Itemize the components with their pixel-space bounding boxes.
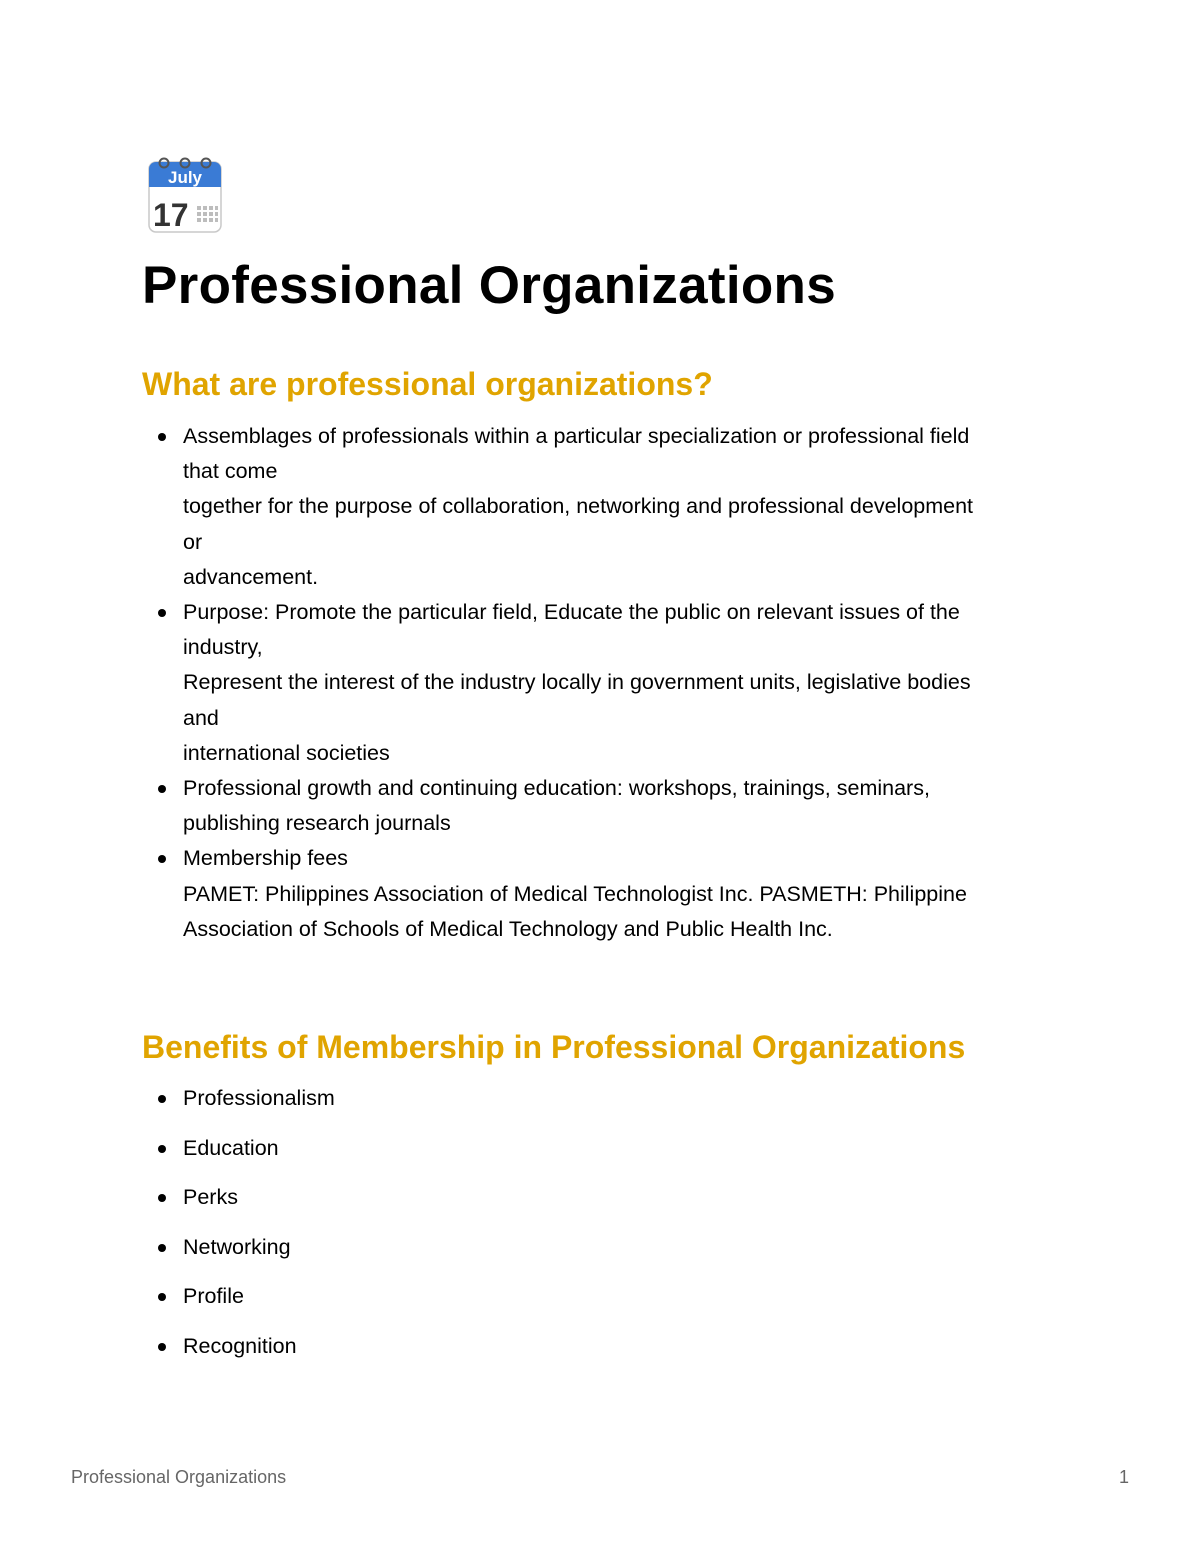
list-item xyxy=(183,1279,1063,1329)
section-heading-what-are: What are professional organizations? xyxy=(142,366,713,402)
list-item-line: together for the purpose of collaboration, networking and professional development xyxy=(183,494,974,519)
bullet-icon xyxy=(158,1145,166,1153)
bullet-icon xyxy=(158,855,166,863)
list-item xyxy=(183,1329,1063,1379)
list-item-line: and xyxy=(183,705,219,730)
bullet-icon xyxy=(158,1293,166,1301)
list-item-label: Education xyxy=(183,1135,279,1160)
bullet-icon xyxy=(158,785,166,793)
definition-bullet-list xyxy=(183,419,1063,947)
section-heading-benefits: Benefits of Membership in Professional Organizations xyxy=(142,1029,966,1065)
list-item-label: Profile xyxy=(183,1284,244,1309)
list-item xyxy=(183,419,1063,595)
footer-document-title: Professional Organizations xyxy=(71,1467,287,1487)
list-item xyxy=(183,1180,1063,1230)
list-item-line: international societies xyxy=(183,740,390,765)
list-item-line: publishing research journals xyxy=(183,811,451,836)
list-item-line: Assemblages of professionals within a particular specialization or professional field xyxy=(183,424,970,448)
list-item-line: Association of Schools of Medical Technology and Public Health Inc. xyxy=(183,916,833,941)
list-item-line: Professional growth and continuing education: workshops, trainings, seminars, xyxy=(183,776,930,801)
list-item-label: Professionalism xyxy=(183,1086,335,1110)
bullet-icon xyxy=(158,1194,166,1202)
list-item-line: Membership fees xyxy=(183,846,348,871)
benefits-bullet-list xyxy=(183,1081,1063,1379)
bullet-icon xyxy=(158,609,166,617)
bullet-icon xyxy=(158,1095,166,1103)
bullet-icon xyxy=(158,433,166,441)
bullet-icon xyxy=(158,1244,166,1252)
footer-page-number: 1 xyxy=(1119,1467,1130,1487)
list-item-line: Purpose: Promote the particular field, Educate the public on relevant issues of the xyxy=(183,600,960,625)
list-item xyxy=(183,771,1063,841)
list-item-line: Represent the interest of the industry locally in government units, legislative bodies xyxy=(183,670,971,695)
page-title: Professional Organizations xyxy=(142,256,837,315)
list-item xyxy=(183,1081,1063,1131)
list-item-line: that come xyxy=(183,459,278,484)
list-item-line: or xyxy=(183,529,203,554)
list-item xyxy=(183,1131,1063,1181)
list-item xyxy=(183,841,1063,947)
calendar-day-label: 17 xyxy=(153,197,189,233)
list-item xyxy=(183,595,1063,771)
list-item-line: PAMET: Philippines Association of Medical Technologist Inc. PASMETH: Philippine xyxy=(183,881,967,906)
calendar-month-label: July xyxy=(167,168,203,187)
list-item-line: advancement. xyxy=(183,564,319,589)
list-item-label: Perks xyxy=(183,1185,238,1210)
list-item xyxy=(183,1230,1063,1280)
bullet-icon xyxy=(158,1343,166,1351)
list-item-line: industry, xyxy=(183,635,263,660)
calendar-icon xyxy=(148,154,222,234)
list-item-label: Networking xyxy=(183,1234,291,1259)
list-item-label: Recognition xyxy=(183,1333,297,1358)
